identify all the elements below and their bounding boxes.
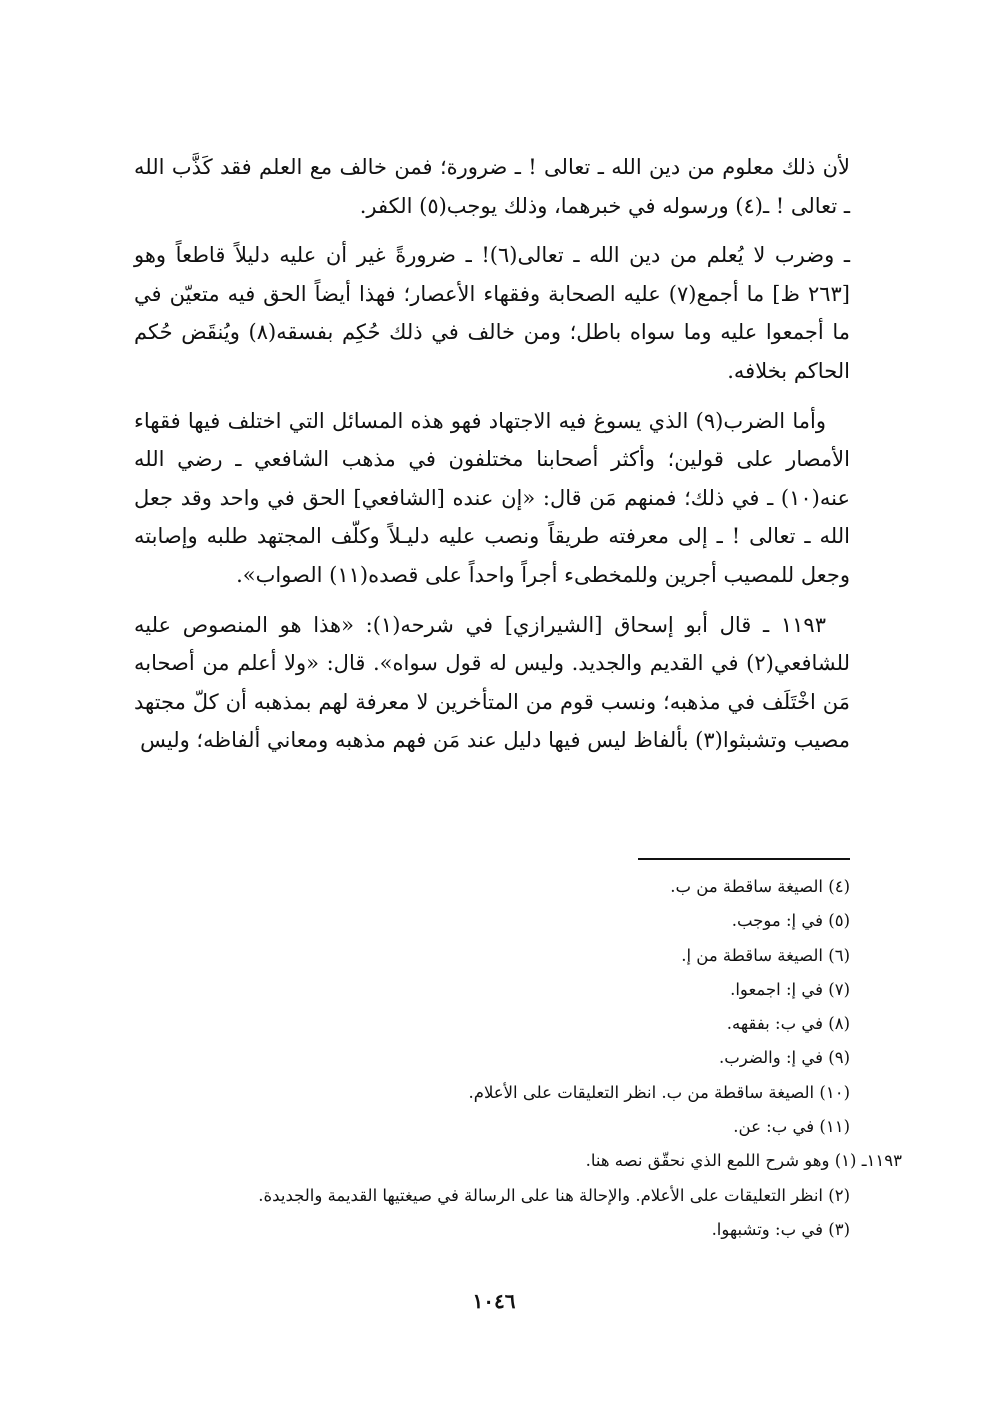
- footnote-7: (٧) في إ: اجمعوا.: [730, 979, 850, 999]
- footnotes: [70, 870, 902, 1247]
- paragraph-3: وأما الضرب(٩) الذي يسوغ فيه الاجتهاد فهو هذه المسائل التي اختلف فيها فقهاء الأمصار على قولين؛ وأكثر أصحابنا مختلفون في مذهب الشافعي ـ رضي الله عنه(١٠) ـ في ذلك؛ فمنهم مَن قال: «إن عنده [الشافعي] الحق في واحد وقد جعل الله ـ تعالى ! ـ إلى معرفته طريقاً ونصب عليه دليـلاً وكلّف المجتهد طلبه وإصابته وجعل للمصيب أجرين وللمخطىء أجراً واحداً على قصده(١١) الصواب».: [134, 408, 850, 587]
- footnote-6: (٦) الصيغة ساقطة من إ.: [681, 945, 850, 965]
- footnote-4: (٤) الصيغة ساقطة من ب.: [670, 877, 850, 896]
- paragraph-1: لأن ذلك معلوم من دين الله ـ تعالى ! ـ ضرورة؛ فمن خالف مع العلم فقد كَذَّب الله ـ تعالى ! ـ(٤) ورسوله في خبرهما، وذلك يوجب(٥) الكفر.: [134, 155, 850, 218]
- footnote-9: (٩) في إ: والضرب.: [718, 1048, 850, 1068]
- footnote-1193-2: (٢) انظر التعليقات على الأعلام. والإحالة هنا على الرسالة في صيغتيها القديمة والجديدة.: [258, 1185, 850, 1205]
- paragraph-4: ١١٩٣ ـ قال أبو إسحاق [الشيرازي] في شرحه(١): «هذا هو المنصوص عليه للشافعي(٢) في القديم والجديد. وليس له قول سواه». قال: «ولا أعلم من أصحابه مَن اخْتَلَف في مذهبه؛ ونسب قوم من المتأخرين لا معرفة لهم بمذهبه أن كلّ مجتهد مصيب وتشبثوا(٣) بألفاظ ليس فيها دليل عند مَن فهم مذهبه ومعاني ألفاظه؛ وليس: [134, 612, 850, 753]
- footnote-5: (٥) في إ: موجب.: [731, 911, 850, 931]
- page-number: ١٠٤٦: [472, 1289, 516, 1313]
- footnote-8: (٨) في ب: بفقهه.: [726, 1014, 850, 1034]
- footnote-1193-1: ١١٩٣ـ (١) وهو شرح اللمع الذي نحقّق نصه هنا.: [585, 1151, 902, 1171]
- footnote-10: (١٠) الصيغة ساقطة من ب. انظر التعليقات على الأعلام.: [468, 1082, 850, 1102]
- paragraph-2: ـ وضرب لا يُعلم من دين الله ـ تعالى(٦)! ـ ضرورةً غير أن عليه دليلاً قاطعاً وهو [٢٦٣ ظ] ما أجمع(٧) عليه الصحابة وفقهاء الأعصار؛ فهذا أيضاً الحق فيه متعيّن في ما أجمعوا عليه وما سواه باطل؛ ومن خالف في ذلك حُكِم بفسقه(٨) ويُنقَض حُكم الحاكم بخلافه.: [134, 243, 850, 383]
- footnote-1193-3: (٣) في ب: وتشبهوا.: [711, 1219, 850, 1239]
- main-text: [134, 148, 850, 771]
- footnote-separator: [638, 858, 850, 860]
- footnote-11: (١١) في ب: عن.: [733, 1117, 850, 1137]
